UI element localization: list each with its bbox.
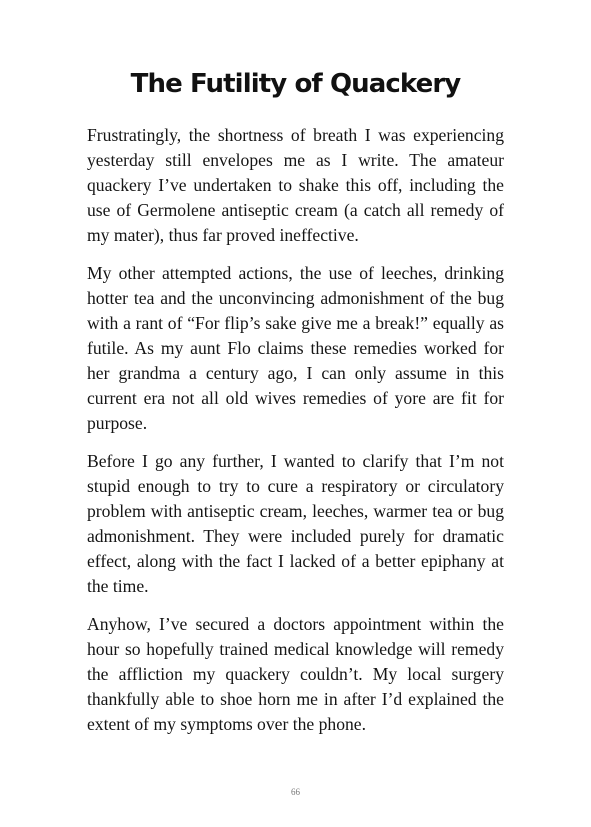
chapter-body bbox=[87, 123, 504, 750]
page-number: 66 bbox=[291, 787, 300, 797]
paragraph-1: Frustratingly, the shortness of breath I was experiencing yesterday still envelopes me as I write. The amateur quackery I’ve undertaken to shake this off, including the use of Germolene antiseptic cream (a catch all remedy of my mater), thus far proved ineffective. bbox=[87, 125, 504, 245]
paragraph-2: My other attempted actions, the use of leeches, drinking hotter tea and the unconvincing admonishment of the bug with a rant of “For flip’s sake give me a break!” equally as futile. As my aunt Flo claims these remedies worked for her grandma a century ago, I can only assume in this current era not all old wives remedies of yore are fit for purpose. bbox=[87, 263, 504, 433]
chapter-title: The Futility of Quackery bbox=[130, 69, 461, 99]
paragraph-4: Anyhow, I’ve secured a doctors appointment within the hour so hopefully trained medical knowledge will remedy the affliction my quackery couldn’t. My local surgery thankfully able to shoe horn me in after I’d explained the extent of my symptoms over the phone. bbox=[87, 614, 504, 734]
paragraph-3: Before I go any further, I wanted to clarify that I’m not stupid enough to try to cure a respiratory or circulatory problem with antiseptic cream, leeches, warmer tea or bug admonishment. They were included purely for dramatic effect, along with the fact I lacked of a better epiphany at the time. bbox=[87, 451, 504, 596]
